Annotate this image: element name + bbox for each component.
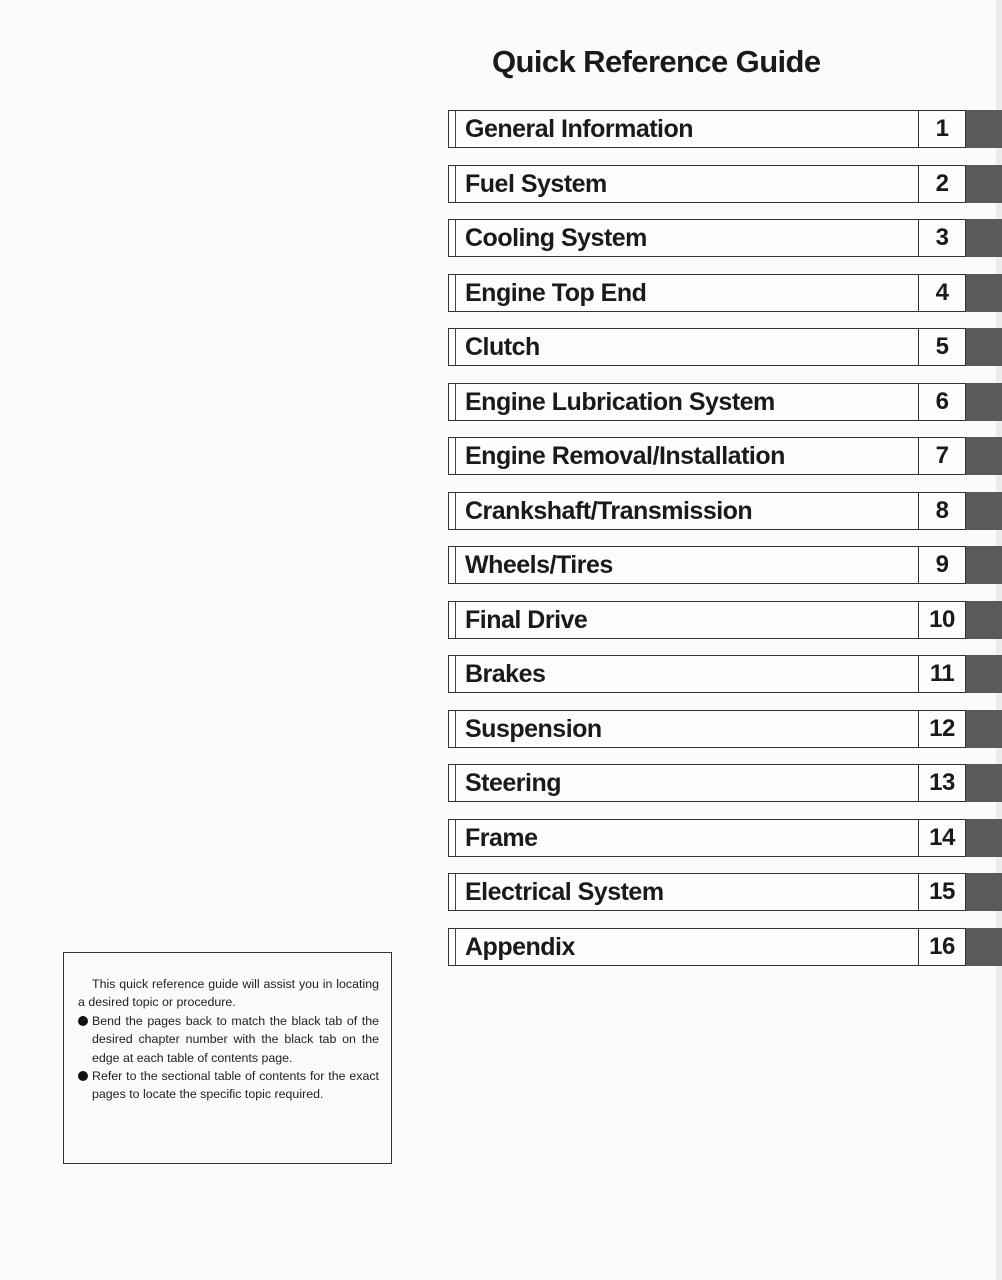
chapter-tab-8[interactable]: [966, 492, 1002, 530]
chapter-tab-4[interactable]: [966, 274, 1002, 312]
chapter-number: 4: [918, 275, 965, 311]
chapter-tab-14[interactable]: [966, 819, 1002, 857]
chapter-tab-5[interactable]: [966, 328, 1002, 366]
chapter-tab-13[interactable]: [966, 764, 1002, 802]
chapter-row-suspension[interactable]: [448, 710, 966, 748]
chapter-tab-7[interactable]: [966, 437, 1002, 475]
chapter-title: Engine Lubrication System: [455, 384, 915, 420]
chapter-title: General Information: [455, 111, 915, 147]
chapter-row-wheels-tires[interactable]: [448, 546, 966, 584]
chapter-row-appendix[interactable]: [448, 928, 966, 966]
instruction-bullet-text: Bend the pages back to match the black tab of the desired chapter number with the black tab on the edge at each table of contents page.: [92, 1013, 379, 1065]
chapter-title: Crankshaft/Transmission: [455, 493, 915, 529]
chapter-number: 3: [918, 220, 965, 256]
instruction-bullet: [78, 1012, 379, 1067]
chapter-tab-9[interactable]: [966, 546, 1002, 584]
chapter-title: Engine Top End: [455, 275, 915, 311]
chapter-row-crankshaft-transmission[interactable]: [448, 492, 966, 530]
chapter-tab-16[interactable]: [966, 928, 1002, 966]
chapter-title: Steering: [455, 765, 915, 801]
chapter-tab-11[interactable]: [966, 655, 1002, 693]
chapter-row-general-information[interactable]: [448, 110, 966, 148]
bullet-icon: [78, 1016, 88, 1026]
chapter-title: Cooling System: [455, 220, 915, 256]
instruction-bullet-text: Refer to the sectional table of contents for the exact pages to locate the specific topic required.: [92, 1069, 379, 1102]
chapter-number: 5: [918, 329, 965, 365]
chapter-number: 2: [918, 166, 965, 202]
chapter-number: 12: [918, 711, 965, 747]
chapter-row-fuel-system[interactable]: [448, 165, 966, 203]
chapter-tab-15[interactable]: [966, 873, 1002, 911]
chapter-title: Final Drive: [455, 602, 915, 638]
chapter-tab-12[interactable]: [966, 710, 1002, 748]
chapter-number: 15: [918, 874, 965, 910]
chapter-title: Wheels/Tires: [455, 547, 915, 583]
instruction-bullet: [78, 1067, 379, 1104]
chapter-row-electrical-system[interactable]: [448, 873, 966, 911]
chapter-row-cooling-system[interactable]: [448, 219, 966, 257]
chapter-tab-6[interactable]: [966, 383, 1002, 421]
chapter-title: Frame: [455, 820, 915, 856]
chapter-tab-3[interactable]: [966, 219, 1002, 257]
chapter-row-steering[interactable]: [448, 764, 966, 802]
chapter-number: 7: [918, 438, 965, 474]
chapter-row-clutch[interactable]: [448, 328, 966, 366]
chapter-row-final-drive[interactable]: [448, 601, 966, 639]
instruction-intro: This quick reference guide will assist you in locating a desired topic or procedure.: [78, 977, 379, 1010]
chapter-row-frame[interactable]: [448, 819, 966, 857]
chapter-number: 1: [918, 111, 965, 147]
chapter-title: Electrical System: [455, 874, 915, 910]
chapter-tab-2[interactable]: [966, 165, 1002, 203]
chapter-row-brakes[interactable]: [448, 655, 966, 693]
chapter-number: 10: [918, 602, 965, 638]
chapter-title: Clutch: [455, 329, 915, 365]
chapter-title: Brakes: [455, 656, 915, 692]
chapter-number: 9: [918, 547, 965, 583]
page-title: Quick Reference Guide: [492, 44, 821, 79]
chapter-number: 13: [918, 765, 965, 801]
chapter-row-engine-lubrication-system[interactable]: [448, 383, 966, 421]
chapter-title: Appendix: [455, 929, 915, 965]
chapter-number: 16: [918, 929, 965, 965]
chapter-row-engine-removal-installation[interactable]: [448, 437, 966, 475]
chapter-title: Fuel System: [455, 166, 915, 202]
chapter-number: 14: [918, 820, 965, 856]
bullet-icon: [78, 1071, 88, 1081]
chapter-tab-1[interactable]: [966, 110, 1002, 148]
chapter-number: 11: [918, 656, 965, 692]
chapter-row-engine-top-end[interactable]: [448, 274, 966, 312]
chapter-title: Suspension: [455, 711, 915, 747]
chapter-tab-10[interactable]: [966, 601, 1002, 639]
instruction-box: [63, 952, 392, 1164]
chapter-number: 8: [918, 493, 965, 529]
chapter-title: Engine Removal/Installation: [455, 438, 915, 474]
chapter-number: 6: [918, 384, 965, 420]
